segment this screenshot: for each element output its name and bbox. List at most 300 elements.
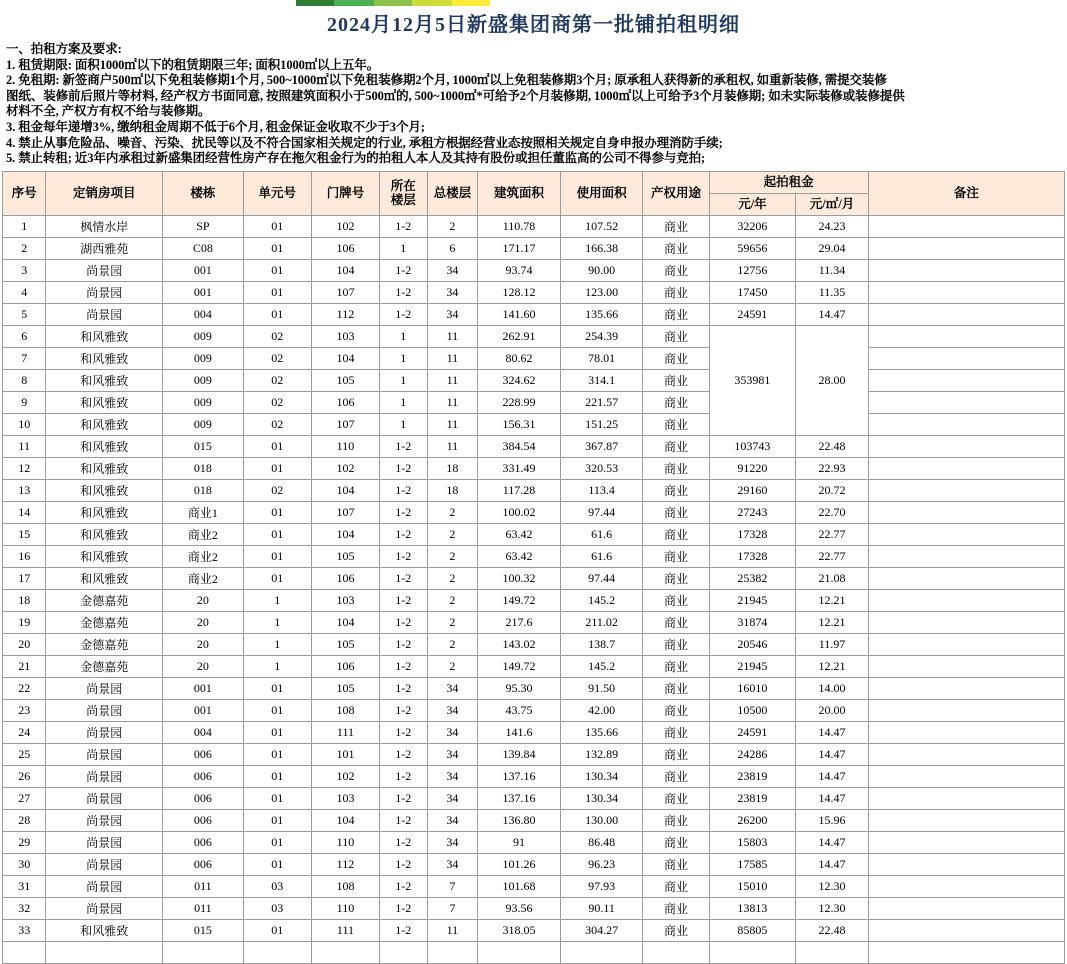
total-floor-cell: 7 xyxy=(427,897,478,919)
use-area-cell: 138.7 xyxy=(560,633,643,655)
total-floor-cell: 18 xyxy=(427,479,478,501)
use-area-cell: 130.34 xyxy=(560,765,643,787)
table-row[interactable] xyxy=(3,435,1065,457)
door-cell: 102 xyxy=(311,765,379,787)
use-area-cell: 42.00 xyxy=(560,699,643,721)
page-title: 2024月12月5日新盛集团商第一批铺拍租明细 xyxy=(327,14,740,36)
door-cell: 104 xyxy=(311,259,379,281)
rent-month-cell: 12.30 xyxy=(796,897,868,919)
table-row[interactable] xyxy=(3,281,1065,303)
usage-cell: 商业 xyxy=(643,215,709,237)
col-header-seq: 序号 xyxy=(3,171,46,215)
unit-cell: 01 xyxy=(243,809,311,831)
seq-cell xyxy=(3,941,46,963)
rent-month-cell: 14.47 xyxy=(796,765,868,787)
table-row[interactable] xyxy=(3,369,1065,391)
total-floor-cell: 34 xyxy=(427,743,478,765)
rent-year-cell: 353981 xyxy=(709,325,796,435)
use-area-cell: 97.44 xyxy=(560,567,643,589)
use-area-cell: 61.6 xyxy=(560,523,643,545)
build-area-cell: 331.49 xyxy=(478,457,561,479)
build-area-cell: 384.54 xyxy=(478,435,561,457)
use-area-cell: 113.4 xyxy=(560,479,643,501)
floor-at-cell: 1-2 xyxy=(380,215,428,237)
table-row[interactable] xyxy=(3,831,1065,853)
rent-month-cell xyxy=(796,941,868,963)
build-area-cell: 262.91 xyxy=(478,325,561,347)
table-row[interactable] xyxy=(3,633,1065,655)
rent-month-cell: 20.72 xyxy=(796,479,868,501)
floor-at-cell: 1-2 xyxy=(380,875,428,897)
usage-cell: 商业 xyxy=(643,765,709,787)
build-area-cell: 156.31 xyxy=(478,413,561,435)
door-cell: 105 xyxy=(311,545,379,567)
build-area-cell: 149.72 xyxy=(478,655,561,677)
total-floor-cell: 2 xyxy=(427,589,478,611)
total-floor-cell: 2 xyxy=(427,567,478,589)
table-row[interactable] xyxy=(3,523,1065,545)
seq-cell: 10 xyxy=(3,413,46,435)
seq-cell: 2 xyxy=(3,237,46,259)
remark-cell xyxy=(868,853,1064,875)
floor-at-cell: 1-2 xyxy=(380,457,428,479)
rent-year-cell: 15803 xyxy=(709,831,796,853)
rent-year-cell xyxy=(709,941,796,963)
total-floor-cell: 34 xyxy=(427,699,478,721)
building-cell: 006 xyxy=(163,809,244,831)
color-strip-segment-1 xyxy=(296,0,334,6)
table-row[interactable] xyxy=(3,721,1065,743)
project-cell: 和风雅致 xyxy=(46,523,163,545)
build-area-cell: 228.99 xyxy=(478,391,561,413)
terms-line: 一、拍租方案及要求: xyxy=(6,42,122,56)
terms-line: 材料不全, 产权方有权不给与装修期。 xyxy=(6,104,211,119)
table-row[interactable] xyxy=(3,545,1065,567)
table-row[interactable] xyxy=(3,457,1065,479)
unit-cell: 03 xyxy=(243,897,311,919)
total-floor-cell: 2 xyxy=(427,501,478,523)
use-area-cell: 211.02 xyxy=(560,611,643,633)
rent-month-cell: 11.35 xyxy=(796,281,868,303)
remark-cell xyxy=(868,413,1064,435)
build-area-cell: 80.62 xyxy=(478,347,561,369)
table-row[interactable] xyxy=(3,347,1065,369)
remark-cell xyxy=(868,897,1064,919)
building-cell: 006 xyxy=(163,831,244,853)
project-cell: 尚景园 xyxy=(46,281,163,303)
seq-cell: 1 xyxy=(3,215,46,237)
use-area-cell: 166.38 xyxy=(560,237,643,259)
building-cell: SP xyxy=(163,215,244,237)
terms-line: 5. 禁止转租; 近3年内承租过新盛集团经营性房产存在拖欠租金行为的拍租人本人及其持有股份或担任董监高的公司不得参与竞拍; xyxy=(6,151,706,166)
table-row[interactable] xyxy=(3,303,1065,325)
use-area-cell: 304.27 xyxy=(560,919,643,941)
floor-at-cell: 1-2 xyxy=(380,897,428,919)
unit-cell: 02 xyxy=(243,413,311,435)
usage-cell: 商业 xyxy=(643,677,709,699)
usage-cell: 商业 xyxy=(643,809,709,831)
total-floor-cell: 34 xyxy=(427,765,478,787)
building-cell: 20 xyxy=(163,589,244,611)
unit-cell: 01 xyxy=(243,721,311,743)
rent-year-cell: 23819 xyxy=(709,787,796,809)
project-cell: 尚景园 xyxy=(46,787,163,809)
unit-cell: 1 xyxy=(243,633,311,655)
rent-month-cell: 11.97 xyxy=(796,633,868,655)
floor-at-cell: 1-2 xyxy=(380,501,428,523)
remark-cell xyxy=(868,281,1064,303)
project-cell: 尚景园 xyxy=(46,809,163,831)
usage-cell: 商业 xyxy=(643,281,709,303)
remark-cell xyxy=(868,347,1064,369)
project-cell: 和风雅致 xyxy=(46,479,163,501)
floor-at-cell: 1 xyxy=(380,325,428,347)
unit-cell: 02 xyxy=(243,325,311,347)
unit-cell: 01 xyxy=(243,919,311,941)
floor-at-cell: 1-2 xyxy=(380,809,428,831)
building-cell: 商业2 xyxy=(163,545,244,567)
table-row[interactable] xyxy=(3,655,1065,677)
unit-cell: 02 xyxy=(243,479,311,501)
seq-cell: 23 xyxy=(3,699,46,721)
unit-cell: 01 xyxy=(243,677,311,699)
usage-cell: 商业 xyxy=(643,655,709,677)
floor-at-cell: 1-2 xyxy=(380,479,428,501)
door-cell: 110 xyxy=(311,831,379,853)
col-header-floor-at: 所在 楼层 xyxy=(380,171,428,215)
project-cell: 和风雅致 xyxy=(46,369,163,391)
use-area-cell: 90.11 xyxy=(560,897,643,919)
floor-at-cell: 1-2 xyxy=(380,259,428,281)
total-floor-cell: 18 xyxy=(427,457,478,479)
total-floor-cell: 6 xyxy=(427,237,478,259)
door-cell: 104 xyxy=(311,347,379,369)
table-row[interactable] xyxy=(3,567,1065,589)
project-cell: 尚景园 xyxy=(46,699,163,721)
rent-year-cell: 17585 xyxy=(709,853,796,875)
remark-cell xyxy=(868,523,1064,545)
usage-cell: 商业 xyxy=(643,853,709,875)
terms-line: 3. 租金每年递增3%, 缴纳租金周期不低于6个月, 租金保证金收取不少于3个月; xyxy=(6,119,425,134)
total-floor-cell: 2 xyxy=(427,545,478,567)
total-floor-cell: 2 xyxy=(427,655,478,677)
build-area-cell: 100.02 xyxy=(478,501,561,523)
usage-cell: 商业 xyxy=(643,831,709,853)
floor-at-cell: 1-2 xyxy=(380,567,428,589)
remark-cell xyxy=(868,501,1064,523)
project-cell: 和风雅致 xyxy=(46,567,163,589)
build-area-cell xyxy=(478,941,561,963)
rent-year-cell: 13813 xyxy=(709,897,796,919)
door-cell: 104 xyxy=(311,523,379,545)
unit-cell: 01 xyxy=(243,501,311,523)
door-cell: 107 xyxy=(311,413,379,435)
project-cell: 金德嘉苑 xyxy=(46,589,163,611)
table-row[interactable] xyxy=(3,875,1065,897)
table-row[interactable] xyxy=(3,237,1065,259)
table-row[interactable] xyxy=(3,215,1065,237)
rent-month-cell: 22.70 xyxy=(796,501,868,523)
usage-cell: 商业 xyxy=(643,787,709,809)
usage-cell: 商业 xyxy=(643,501,709,523)
table-row[interactable] xyxy=(3,677,1065,699)
door-cell: 103 xyxy=(311,325,379,347)
build-area-cell: 318.05 xyxy=(478,919,561,941)
remark-cell xyxy=(868,391,1064,413)
table-row[interactable] xyxy=(3,611,1065,633)
remark-cell xyxy=(868,699,1064,721)
table-row[interactable] xyxy=(3,919,1065,941)
seq-cell: 26 xyxy=(3,765,46,787)
seq-cell: 19 xyxy=(3,611,46,633)
building-cell: 001 xyxy=(163,677,244,699)
rent-month-cell: 14.47 xyxy=(796,303,868,325)
usage-cell: 商业 xyxy=(643,435,709,457)
seq-cell: 3 xyxy=(3,259,46,281)
building-cell: 015 xyxy=(163,435,244,457)
door-cell: 104 xyxy=(311,479,379,501)
usage-cell: 商业 xyxy=(643,457,709,479)
total-floor-cell: 7 xyxy=(427,875,478,897)
build-area-cell: 137.16 xyxy=(478,787,561,809)
building-cell: 018 xyxy=(163,479,244,501)
build-area-cell: 139.84 xyxy=(478,743,561,765)
seq-cell: 27 xyxy=(3,787,46,809)
usage-cell: 商业 xyxy=(643,875,709,897)
col-header-build-area: 建筑面积 xyxy=(478,171,561,215)
rent-year-cell: 12756 xyxy=(709,259,796,281)
unit-cell: 01 xyxy=(243,523,311,545)
floor-at-cell: 1 xyxy=(380,413,428,435)
unit-cell: 01 xyxy=(243,765,311,787)
floor-at-cell: 1-2 xyxy=(380,831,428,853)
seq-cell: 31 xyxy=(3,875,46,897)
floor-at-cell: 1-2 xyxy=(380,919,428,941)
remark-cell xyxy=(868,611,1064,633)
seq-cell: 28 xyxy=(3,809,46,831)
usage-cell: 商业 xyxy=(643,259,709,281)
floor-at-cell: 1-2 xyxy=(380,721,428,743)
rent-year-cell: 26200 xyxy=(709,809,796,831)
color-strip-segment-0 xyxy=(0,0,296,6)
build-area-cell: 324.62 xyxy=(478,369,561,391)
door-cell: 110 xyxy=(311,435,379,457)
door-cell: 103 xyxy=(311,589,379,611)
building-cell: 20 xyxy=(163,611,244,633)
rent-year-cell: 103743 xyxy=(709,435,796,457)
build-area-cell: 91 xyxy=(478,831,561,853)
unit-cell: 01 xyxy=(243,853,311,875)
unit-cell: 01 xyxy=(243,435,311,457)
use-area-cell: 78.01 xyxy=(560,347,643,369)
col-header-building: 楼栋 xyxy=(163,171,244,215)
table-row[interactable] xyxy=(3,853,1065,875)
use-area-cell: 367.87 xyxy=(560,435,643,457)
floor-at-cell: 1-2 xyxy=(380,743,428,765)
door-cell: 112 xyxy=(311,303,379,325)
build-area-cell: 128.12 xyxy=(478,281,561,303)
use-area-cell: 221.57 xyxy=(560,391,643,413)
door-cell: 102 xyxy=(311,215,379,237)
seq-cell: 7 xyxy=(3,347,46,369)
rent-month-cell: 22.48 xyxy=(796,919,868,941)
total-floor-cell: 2 xyxy=(427,215,478,237)
total-floor-cell: 11 xyxy=(427,369,478,391)
use-area-cell: 97.93 xyxy=(560,875,643,897)
building-cell: 商业2 xyxy=(163,567,244,589)
rent-month-cell: 14.47 xyxy=(796,787,868,809)
use-area-cell: 107.52 xyxy=(560,215,643,237)
use-area-cell: 135.66 xyxy=(560,303,643,325)
unit-cell: 01 xyxy=(243,567,311,589)
floor-at-cell: 1-2 xyxy=(380,611,428,633)
door-cell: 107 xyxy=(311,501,379,523)
usage-cell: 商业 xyxy=(643,523,709,545)
door-cell: 107 xyxy=(311,281,379,303)
rent-month-cell: 22.77 xyxy=(796,523,868,545)
total-floor-cell: 11 xyxy=(427,325,478,347)
usage-cell: 商业 xyxy=(643,743,709,765)
project-cell: 和风雅致 xyxy=(46,413,163,435)
remark-cell xyxy=(868,457,1064,479)
seq-cell: 29 xyxy=(3,831,46,853)
rent-year-cell: 24591 xyxy=(709,303,796,325)
table-row[interactable] xyxy=(3,787,1065,809)
project-cell: 尚景园 xyxy=(46,743,163,765)
use-area-cell: 130.34 xyxy=(560,787,643,809)
table-row[interactable] xyxy=(3,743,1065,765)
unit-cell: 01 xyxy=(243,457,311,479)
seq-cell: 5 xyxy=(3,303,46,325)
seq-cell: 24 xyxy=(3,721,46,743)
terms-line: 图纸、装修前后照片等材料, 经产权方书面同意, 按照建筑面积小于500㎡的, 500~1000㎡*可给予2个月装修期, 1000㎡以上可给予3个月装修期; 如未实际装修或装修提供 xyxy=(6,88,905,103)
use-area-cell: 145.2 xyxy=(560,655,643,677)
build-area-cell: 101.68 xyxy=(478,875,561,897)
floor-at-cell: 1-2 xyxy=(380,435,428,457)
door-cell: 105 xyxy=(311,369,379,391)
table-row[interactable] xyxy=(3,413,1065,435)
use-area-cell: 135.66 xyxy=(560,721,643,743)
building-cell: 001 xyxy=(163,259,244,281)
rent-month-cell: 12.30 xyxy=(796,875,868,897)
total-floor-cell: 2 xyxy=(427,633,478,655)
project-cell: 和风雅致 xyxy=(46,325,163,347)
use-area-cell: 254.39 xyxy=(560,325,643,347)
rent-year-cell: 24591 xyxy=(709,721,796,743)
building-cell: 006 xyxy=(163,743,244,765)
build-area-cell: 137.16 xyxy=(478,765,561,787)
usage-cell: 商业 xyxy=(643,545,709,567)
building-cell: 20 xyxy=(163,655,244,677)
remark-cell xyxy=(868,545,1064,567)
seq-cell: 21 xyxy=(3,655,46,677)
building-cell: 001 xyxy=(163,281,244,303)
rent-month-cell: 24.23 xyxy=(796,215,868,237)
project-cell xyxy=(46,941,163,963)
project-cell: 尚景园 xyxy=(46,853,163,875)
building-cell: 018 xyxy=(163,457,244,479)
total-floor-cell: 11 xyxy=(427,413,478,435)
project-cell: 和风雅致 xyxy=(46,391,163,413)
table-row[interactable] xyxy=(3,809,1065,831)
build-area-cell: 141.6 xyxy=(478,721,561,743)
building-cell: 011 xyxy=(163,897,244,919)
floor-at-cell: 1-2 xyxy=(380,787,428,809)
use-area-cell: 145.2 xyxy=(560,589,643,611)
rent-year-cell: 21945 xyxy=(709,655,796,677)
remark-cell xyxy=(868,303,1064,325)
seq-cell: 25 xyxy=(3,743,46,765)
total-floor-cell: 34 xyxy=(427,721,478,743)
use-area-cell xyxy=(560,941,643,963)
table-row[interactable] xyxy=(3,479,1065,501)
door-cell: 110 xyxy=(311,897,379,919)
table-row[interactable] xyxy=(3,699,1065,721)
rent-year-cell: 17328 xyxy=(709,523,796,545)
table-row[interactable] xyxy=(3,765,1065,787)
remark-cell xyxy=(868,743,1064,765)
door-cell: 101 xyxy=(311,743,379,765)
build-area-cell: 110.78 xyxy=(478,215,561,237)
rent-year-cell: 23819 xyxy=(709,765,796,787)
unit-cell: 02 xyxy=(243,369,311,391)
rent-month-cell: 12.21 xyxy=(796,655,868,677)
table-row[interactable] xyxy=(3,391,1065,413)
table-row[interactable] xyxy=(3,259,1065,281)
door-cell: 108 xyxy=(311,699,379,721)
project-cell: 尚景园 xyxy=(46,897,163,919)
table-row[interactable] xyxy=(3,589,1065,611)
terms-line: 1. 租赁期限: 面积1000㎡以下的租赁期限三年; 面积1000㎡以上五年。 xyxy=(6,57,380,72)
building-cell: 009 xyxy=(163,391,244,413)
table-row[interactable] xyxy=(3,941,1065,963)
build-area-cell: 93.56 xyxy=(478,897,561,919)
building-cell: 009 xyxy=(163,325,244,347)
table-row[interactable] xyxy=(3,325,1065,347)
usage-cell: 商业 xyxy=(643,897,709,919)
total-floor-cell: 34 xyxy=(427,787,478,809)
door-cell: 106 xyxy=(311,567,379,589)
build-area-cell: 63.42 xyxy=(478,523,561,545)
build-area-cell: 100.32 xyxy=(478,567,561,589)
usage-cell: 商业 xyxy=(643,589,709,611)
building-cell: 009 xyxy=(163,347,244,369)
remark-cell xyxy=(868,259,1064,281)
usage-cell: 商业 xyxy=(643,479,709,501)
building-cell: 011 xyxy=(163,875,244,897)
seq-cell: 18 xyxy=(3,589,46,611)
floor-at-cell: 1-2 xyxy=(380,633,428,655)
remark-cell xyxy=(868,325,1064,347)
door-cell: 104 xyxy=(311,809,379,831)
seq-cell: 8 xyxy=(3,369,46,391)
unit-cell: 01 xyxy=(243,743,311,765)
seq-cell: 14 xyxy=(3,501,46,523)
table-row[interactable] xyxy=(3,897,1065,919)
rent-year-cell: 91220 xyxy=(709,457,796,479)
floor-at-cell xyxy=(380,941,428,963)
building-cell xyxy=(163,941,244,963)
build-area-cell: 149.72 xyxy=(478,589,561,611)
col-header-rent-year: 元/年 xyxy=(709,193,796,215)
door-cell: 106 xyxy=(311,655,379,677)
rent-year-cell: 17328 xyxy=(709,545,796,567)
seq-cell: 4 xyxy=(3,281,46,303)
project-cell: 尚景园 xyxy=(46,303,163,325)
remark-cell xyxy=(868,589,1064,611)
door-cell: 103 xyxy=(311,787,379,809)
table-row[interactable] xyxy=(3,501,1065,523)
